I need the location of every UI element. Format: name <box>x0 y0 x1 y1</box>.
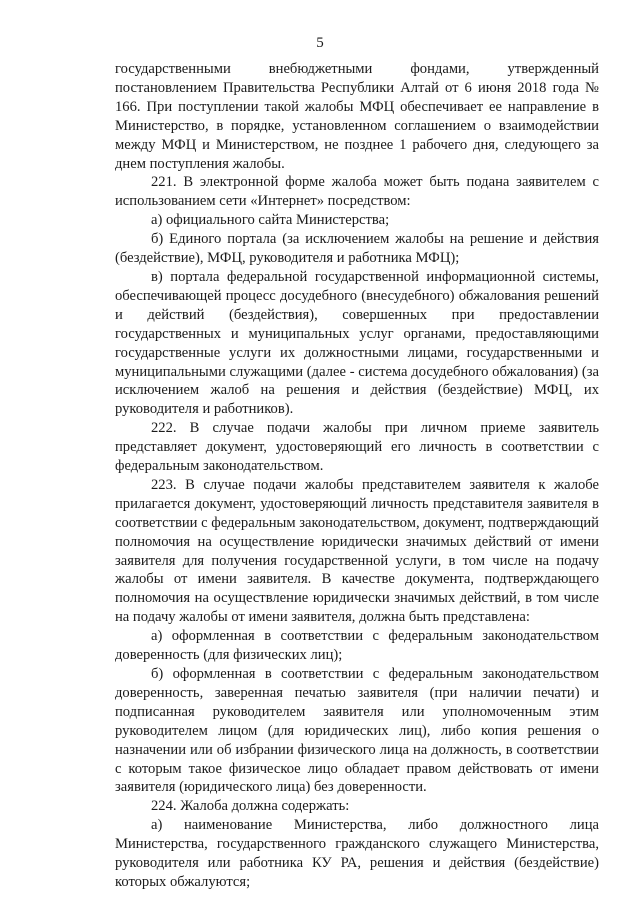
page-number: 5 <box>316 35 324 51</box>
list-item: б) оформленная в соответствии с федеральным законодательством доверенность, заверенная печатью заявителя (при наличии печати) и подписанная руководителем заявителя или уполномоченным этим руководителем лицом (для юридических лиц), либо копия решения о назначении или об избрании физического лица на должность, в соответствии с которым такое физическое лицо обладает правом действовать от имени заявителя (юридического лица) без доверенности. <box>115 666 599 796</box>
paragraph: 224. Жалоба должна содержать: <box>151 798 350 815</box>
document-body <box>115 60 599 892</box>
paragraph: государственными внебюджетными фондами, утвержденный постановлением Правительства Республики Алтай от 6 июня 2018 года № 166. При поступлении такой жалобы МФЦ обеспечивает ее направление в Министерство, в порядке, установленном соглашением о взаимодействии между МФЦ и Министерством, не позднее 1 рабочего дня, следующего за днем поступления жалобы. <box>115 61 599 172</box>
list-item: а) оформленная в соответствии с федеральным законодательством доверенность (для физических лиц); <box>115 628 599 664</box>
paragraph: 223. В случае подачи жалобы представителем заявителя к жалобе прилагается документ, удостоверяющий личность представителя заявителя в соответствии с федеральным законодательством, документ, подтверждающий полномочия на осуществление юридически значимых действий от имени заявителя для получения государственной услуги, в том числе на подачу жалобы от имени заявителя. В качестве документа, подтверждающего полномочия на осуществление юридически значимых действий, в том числе на подачу жалобы от имени заявителя, должна быть представлена: <box>115 476 599 626</box>
list-item: а) официального сайта Министерства; <box>151 212 390 229</box>
list-item: б) Единого портала (за исключением жалобы на решение и действия (бездействие), МФЦ, руководителя и работника МФЦ); <box>115 231 599 267</box>
paragraph: 222. В случае подачи жалобы при личном приеме заявитель представляет документ, удостоверяющий его личность в соответствии с федеральным законодательством. <box>115 420 599 475</box>
list-item: в) портала федеральной государственной информационной системы, обеспечивающей процесс досудебного (внесудебного) обжалования решений и действий (бездействия), совершенных при предоставлении государственных и муниципальных услуг органами, предоставляющими государственные услуги их должностными лицами, государственными и муниципальными служащими (далее - система досудебного обжалования) (за исключением жалоб на решения и действия (бездействие) МФЦ, их руководителя и работников). <box>115 268 599 418</box>
paragraph: 221. В электронной форме жалоба может быть подана заявителем с использованием сети «Интернет» посредством: <box>115 174 599 210</box>
list-item: а) наименование Министерства, либо должностного лица Министерства, государственного гражданского служащего Министерства, руководителя или работника КУ РА, решения и действия (бездействие) которых обжалуются; <box>115 817 599 890</box>
